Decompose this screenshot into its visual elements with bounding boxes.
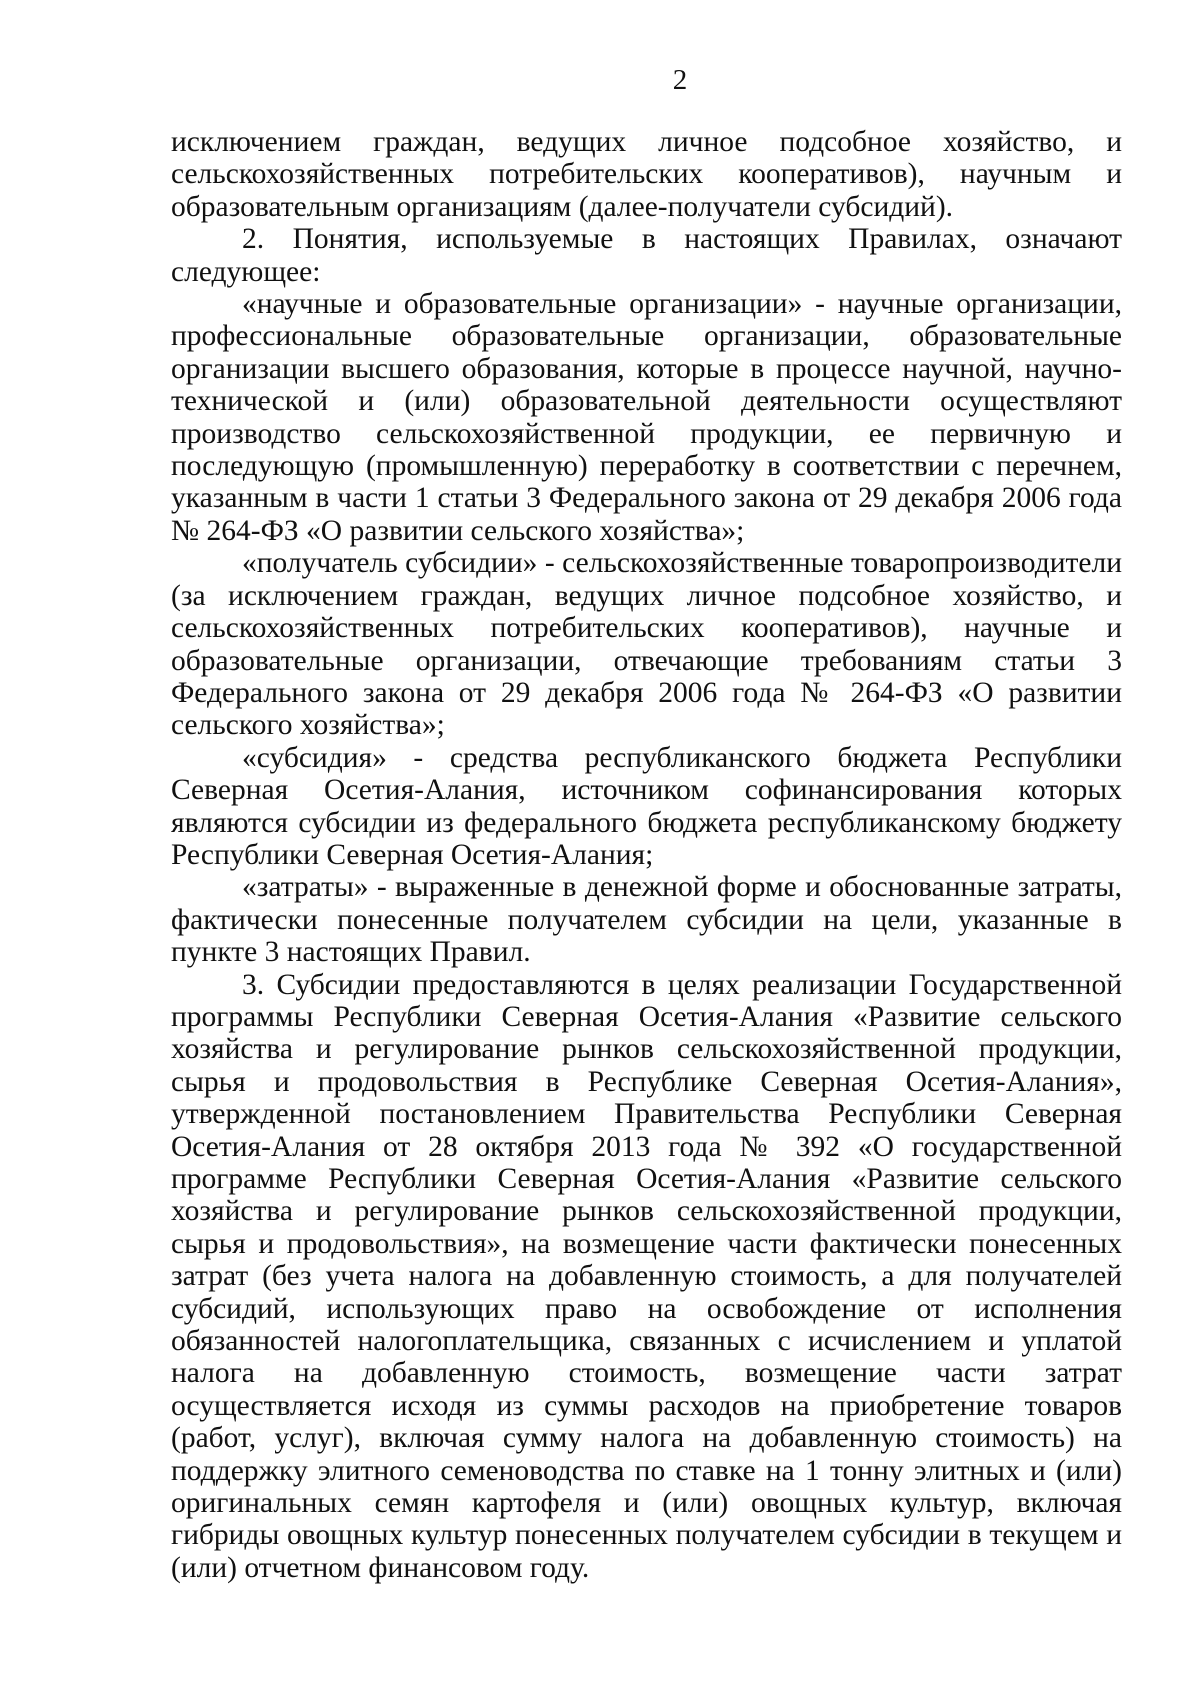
paragraph-section-3: 3. Субсидии предоставляются в целях реализации Государственной программы Республики Северная Осетия-Алания «Развитие сельского хозяйства и регулирование рынков сельскохозяйственной продукции, сырья и продовольствия в Республике Северная Осетия-Алания», утвержденной постановлением Правительства Республики Северная Осетия-Алания от 28 октября 2013 года № 392 «О государственной программе Республики Северная Осетия-Алания «Развитие сельского хозяйства и регулирование рынков сельскохозяйственной продукции, сырья и продовольствия», на возмещение части фактически понесенных затрат (без учета налога на добавленную стоимость, а для получателей субсидий, использующих право на освобождение от исполнения обязанностей налогоплательщика, связанных с исчислением и уплатой налога на добавленную стоимость, возмещение части затрат осуществляется исходя из суммы расходов на приобретение товаров (работ, услуг), включая сумму налога на добавленную стоимость) на поддержку элитного семеноводства по ставке на 1 тонну элитных и (или) оригинальных семян картофеля и (или) овощных культур, включая гибриды овощных культур понесенных получателем субсидии в текущем и (или) отчетном финансовом году.: [171, 968, 1122, 1584]
paragraph-definition-subsidy: «субсидия» - средства республиканского бюджета Республики Северная Осетия-Алания, источником софинансирования которых являются субсидии из федерального бюджета республиканскому бюджету Республики Северная Осетия-Алания;: [171, 741, 1122, 871]
page-number: 2: [672, 64, 688, 96]
paragraph-definitions-intro: 2. Понятия, используемые в настоящих Правилах, означают следующее:: [171, 223, 1122, 288]
paragraph-definition-expenses: «затраты» - выраженные в денежной форме и обоснованные затраты, фактически понесенные получателем субсидии на цели, указанные в пункте 3 настоящих Правил.: [171, 871, 1122, 969]
document-body: [171, 126, 1122, 1584]
paragraph-definition-recipient: «получатель субсидии» - сельскохозяйственные товаропроизводители (за исключением граждан, ведущих личное подсобное хозяйство, и сельскохозяйственных потребительских кооперативов), научные и образовательные организации, отвечающие требованиям статьи 3 Федерального закона от 29 декабря 2006 года № 264-ФЗ «О развитии сельского хозяйства»;: [171, 547, 1122, 742]
paragraph-definition-organizations: «научные и образовательные организации» - научные организации, профессиональные образовательные организации, образовательные организации высшего образования, которые в процессе научной, научно-технической и (или) образовательной деятельности осуществляют производство сельскохозяйственной продукции, ее первичную и последующую (промышленную) переработку в соответствии с перечнем, указанным в части 1 статьи 3 Федерального закона от 29 декабря 2006 года № 264-ФЗ «О развитии сельского хозяйства»;: [171, 288, 1122, 547]
paragraph-continuation: исключением граждан, ведущих личное подсобное хозяйство, и сельскохозяйственных потребительских кооперативов), научным и образовательным организациям (далее-получатели субсидий).: [171, 126, 1122, 223]
